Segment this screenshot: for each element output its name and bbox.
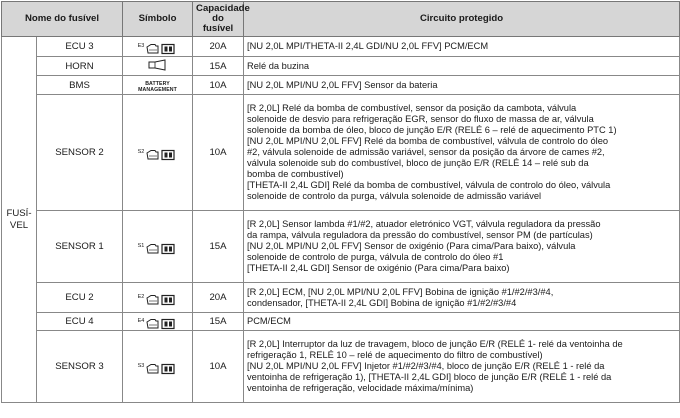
table-row: [2, 313, 680, 331]
circuit-line: [NU 2,0L MPI/NU 2,0L FFV] Relé da bomba de combustível, válvula de controlo do óleo: [247, 136, 609, 146]
header-fuse-name: Nome do fusível: [2, 2, 123, 37]
fuse-icon: [138, 363, 178, 375]
circuit-line: válvula solenoide sub do combustível, bloco de junção E/R (RELÉ 14 – relé sub da: [247, 158, 589, 168]
table-row: [2, 331, 680, 403]
circuit-line: solenoide de controlo de purga, válvula de controlo do óleo #1: [247, 252, 504, 262]
fuse-name: SENSOR 1: [37, 211, 123, 283]
symbol-code: E4: [137, 317, 145, 324]
fuse-symbol: [123, 211, 193, 283]
symbol-code: E2: [137, 293, 145, 300]
fuse-name: ECU 2: [37, 283, 123, 313]
circuit-line: #2, válvula solenoide de admissão variável, sensor da posição da árvore de cames #2,: [247, 147, 605, 157]
fuse-name: HORN: [37, 57, 123, 76]
table-row: [2, 283, 680, 313]
fuse-capacity: 20A: [193, 37, 244, 57]
fuse-group-label: FUSÍ-VEL: [2, 37, 37, 403]
circuit-line: ventoinha de refrigeração, velocidade máxima/mínima): [247, 383, 474, 393]
circuit-line: [NU 2,0L MPI/NU 2,0L FFV] Sensor de oxigénio (Para cima/Para baixo), válvula: [247, 241, 576, 251]
circuit-line: da rampa, válvula reguladora da pressão do combustível, sensor PM (de partículas): [247, 230, 593, 240]
circuit-line: [THETA-II 2,4L GDI] Sensor de oxigénio (Para cima/Para baixo): [247, 263, 510, 273]
fuse-capacity: 15A: [193, 57, 244, 76]
circuit-line: [R 2,0L] ECM, [NU 2,0L MPI/NU 2,0L FFV] Bobina de ignição #1/#2/#3/#4,: [247, 286, 554, 297]
header-circuit: Circuito protegido: [244, 2, 680, 37]
fuse-name: ECU 4: [37, 313, 123, 331]
fuse-capacity: 20A: [193, 283, 244, 313]
protected-circuit: [244, 283, 680, 313]
circuit-line: [NU 2,0L MPI/THETA-II 2,4L GDI/NU 2,0L FFV] PCM/ECM: [247, 41, 489, 51]
fuse-symbol: [123, 283, 193, 313]
protected-circuit: [244, 37, 680, 57]
fuse-symbol: [123, 313, 193, 331]
protected-circuit: [244, 76, 680, 95]
protected-circuit: [244, 313, 680, 331]
symbol-code: S2: [137, 148, 145, 155]
circuit-line: ventoinha de refrigeração 1), [THETA-II 2,4L GDI] bloco de junção E/R (RELÉ 1 - relé da: [247, 372, 612, 382]
fuse-icon: [138, 149, 178, 161]
fuse-symbol: [123, 331, 193, 403]
fuse-name: SENSOR 3: [37, 331, 123, 403]
fuse-capacity: 15A: [193, 211, 244, 283]
header-row: [2, 2, 680, 37]
symbol-text-line: BATTERY: [145, 81, 170, 87]
fuse-icon: [138, 318, 178, 330]
table-row: [2, 37, 680, 57]
fuse-capacity: 10A: [193, 331, 244, 403]
fuse-capacity: 15A: [193, 313, 244, 331]
fuse-symbol: [123, 37, 193, 57]
horn-icon: [147, 59, 169, 71]
circuit-line: [NU 2,0L MPI/NU 2,0L FFV] Injetor #1/#2/#3/#4, bloco de junção E/R (RELÉ 1 - relé da: [247, 361, 605, 371]
circuit-line: [R 2,0L] Interruptor da luz de travagem, bloco de junção E/R (RELÉ 1- relé da ventoinha de: [247, 339, 623, 349]
header-symbol: Símbolo: [123, 2, 193, 37]
protected-circuit: [244, 331, 680, 403]
fuse-symbol: [123, 57, 193, 76]
symbol-code: S3: [137, 362, 145, 369]
header-capacity: Capacidade do fusível: [193, 2, 244, 37]
table-row: [2, 95, 680, 211]
symbol-code: S1: [137, 242, 145, 249]
symbol-text-line: MANAGEMENT: [138, 86, 177, 93]
fuse-capacity: 10A: [193, 76, 244, 95]
protected-circuit: [244, 95, 680, 211]
fuse-capacity: 10A: [193, 95, 244, 211]
table-row: [2, 211, 680, 283]
fuse-icon: [138, 243, 178, 255]
circuit-line: PCM/ECM: [247, 316, 291, 326]
battery-management-icon: [138, 82, 177, 93]
fuse-table: [1, 1, 680, 403]
table-row: [2, 57, 680, 76]
protected-circuit: [244, 211, 680, 283]
circuit-line: [R 2,0L] Sensor lambda #1/#2, atuador eletrónico VGT, válvula reguladora da pressão: [247, 219, 601, 229]
circuit-line: condensador, [THETA-II 2,4L GDI] Bobina de ignição #1/#2/#3/#4: [247, 297, 517, 308]
table-row: [2, 76, 680, 95]
fuse-name: BMS: [37, 76, 123, 95]
circuit-line: solenoide de controlo da purga, válvula solenoide de admissão variável: [247, 191, 542, 201]
fuse-name: SENSOR 2: [37, 95, 123, 211]
circuit-line: Relé da buzina: [247, 60, 310, 71]
fuse-icon: [138, 43, 178, 55]
fuse-symbol: [123, 95, 193, 211]
circuit-line: [THETA-II 2,4L GDI] Relé da bomba de combustível, válvula de controlo do óleo, válvula: [247, 180, 611, 190]
circuit-line: [NU 2,0L MPI/NU 2,0L FFV] Sensor da bateria: [247, 79, 438, 90]
fuse-symbol: [123, 76, 193, 95]
fuse-icon: [138, 294, 178, 306]
circuit-line: refrigeração 1, RELÉ 10 – relé de aquecimento do filtro de combustível): [247, 350, 543, 360]
fuse-name: ECU 3: [37, 37, 123, 57]
circuit-line: bomba de combustível): [247, 169, 344, 179]
circuit-line: [R 2,0L] Relé da bomba de combustível, sensor da posição da cambota, válvula: [247, 103, 577, 113]
protected-circuit: [244, 57, 680, 76]
circuit-line: solenoide de desvio para refrigeração EGR, sensor do fluxo de massa de ar, válvula: [247, 114, 594, 124]
symbol-code: E3: [137, 42, 145, 49]
circuit-line: solenoide da bomba de óleo, bloco de junção E/R (RELÉ 6 – relé de aquecimento PTC 1): [247, 125, 617, 135]
